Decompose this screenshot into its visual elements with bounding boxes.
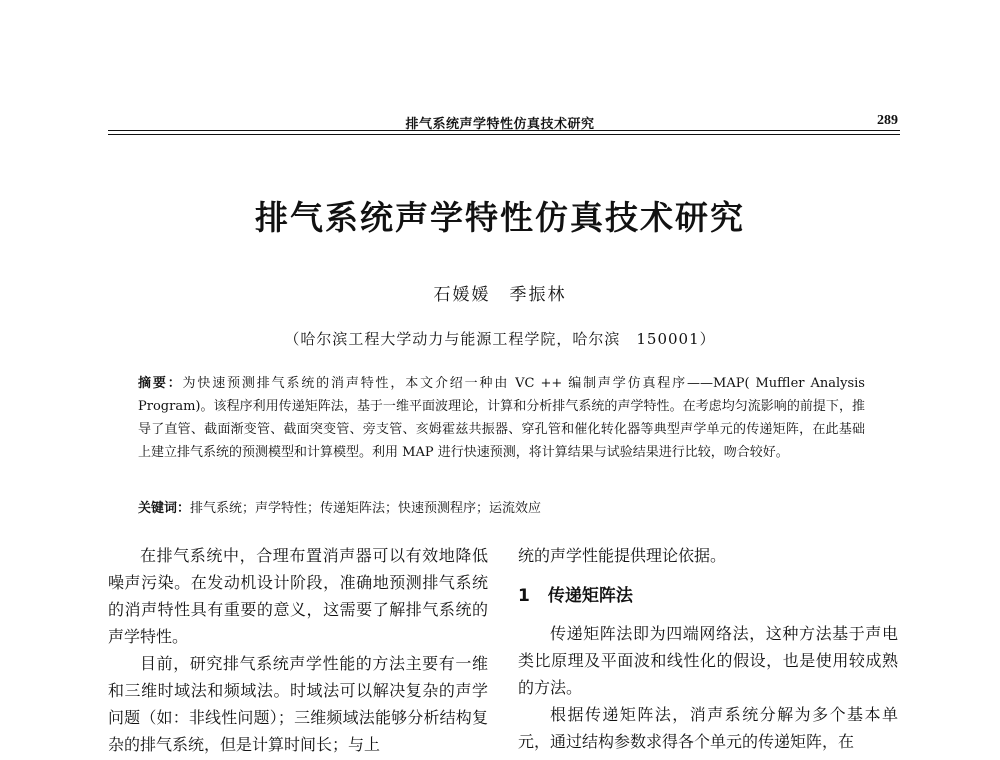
right-paragraph-0: 统的声学性能提供理论依据。 [518,546,727,565]
page-number: 289 [877,113,898,128]
paper-title: 排气系统声学特性仿真技术研究 [255,198,745,237]
keywords-label: 关键词： [138,501,191,516]
authors: 石媛媛 季振林 [433,285,567,305]
right-paragraph-2: 根据传递矩阵法，消声系统分解为多个基本单元，通过结构参数求得各个单元的传递矩阵，在 [518,705,898,751]
affiliation: （哈尔滨工程大学动力与能源工程学院，哈尔滨 150001） [284,330,716,348]
header-rule-bottom [108,134,900,135]
section-title: 传递矩阵法 [547,586,633,606]
section-number: 1 [518,586,530,606]
body-column-right [518,542,898,755]
running-title: 排气系统声学特性仿真技术研究 [405,117,595,132]
abstract [138,372,865,464]
body-column-left [108,542,488,758]
header-rule-top [108,130,900,131]
left-paragraph-1: 在排气系统中，合理布置消声器可以有效地降低噪声污染。在发动机设计阶段，准确地预测排气系统的消声特性具有重要的意义，这需要了解排气系统的声学特性。 [108,546,488,646]
right-paragraph-1: 传递矩阵法即为四端网络法，这种方法基于声电类比原理及平面波和线性化的假设，也是使用较成熟的方法。 [518,624,898,697]
keywords [138,498,865,520]
left-paragraph-2: 目前，研究排气系统声学性能的方法主要有一维和三维时域法和频域法。时域法可以解决复杂的声学问题（如：非线性问题）；三维频域法能够分析结构复杂的排气系统，但是计算时间长；与上 [108,654,488,754]
abstract-text: 为快速预测排气系统的消声特性，本文介绍一种由 VC ++ 编制声学仿真程序——MAP( Muffler Analysis Program)。该程序利用传递矩阵法，基于一维平面波理论，计算和分析排气系统的声学特性。在考虑均匀流影响的前提下，推导了直管、截面渐变管、截面突变管、旁支管、亥姆霍兹共振器、穿孔管和催化转化器等典型声学单元的传递矩阵，在此基础上建立排气系统的预测模型和计算模型。利用 MAP 进行快速预测，将计算结果与试验结果进行比较，吻合较好。 [138,376,865,460]
abstract-label: 摘要： [138,376,183,391]
section-heading-1 [518,583,898,610]
keywords-text: 排气系统；声学特性；传递矩阵法；快速预测程序；运流效应 [190,501,542,516]
